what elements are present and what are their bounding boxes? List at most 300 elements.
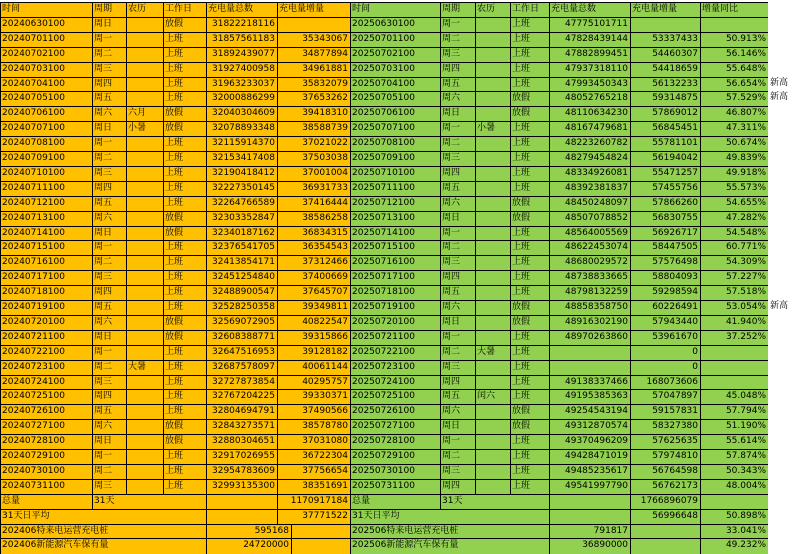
- left-table-cell[interactable]: [126, 151, 163, 167]
- right-table-cell[interactable]: 49312870574: [549, 419, 630, 435]
- side-note[interactable]: 新高: [769, 300, 800, 316]
- right-table-cell[interactable]: 周二: [440, 449, 475, 465]
- left-table-cell[interactable]: 37021022: [277, 136, 350, 152]
- left-table-cell[interactable]: 上班: [163, 449, 206, 465]
- left-table-cell[interactable]: 37416444: [277, 196, 350, 212]
- right-table-cell[interactable]: 48564005569: [549, 226, 630, 242]
- right-table-cell[interactable]: 48110634230: [549, 106, 630, 122]
- right-table-cell[interactable]: 56762173: [630, 479, 700, 495]
- left-table-cell[interactable]: 周日: [92, 330, 126, 346]
- left-table-cell[interactable]: 31892439077: [206, 47, 277, 63]
- right-table-cell[interactable]: 上班: [510, 270, 549, 286]
- right-table-cell[interactable]: 放假: [510, 211, 549, 227]
- left-table-cell[interactable]: 32115914370: [206, 136, 277, 152]
- right-table-cell[interactable]: 20250728100: [350, 434, 440, 450]
- right-table-cell[interactable]: 放假: [510, 91, 549, 107]
- right-table-cell[interactable]: 20250708100: [350, 136, 440, 152]
- right-table-cell[interactable]: 周五: [440, 181, 475, 197]
- right-table-cell[interactable]: 20250725100: [350, 389, 440, 405]
- left-table-cell[interactable]: 32264766589: [206, 196, 277, 212]
- right-table-cell[interactable]: [475, 419, 510, 435]
- right-table-cell[interactable]: 上班: [510, 449, 549, 465]
- left-table-cell[interactable]: 上班: [163, 196, 206, 212]
- left-table-cell[interactable]: 20240726100: [0, 404, 92, 420]
- right-avg-value[interactable]: 56996648: [630, 509, 700, 525]
- left-table-cell[interactable]: 32767204225: [206, 389, 277, 405]
- right-table-cell[interactable]: 56830755: [630, 211, 700, 227]
- right-table-cell[interactable]: 上班: [510, 17, 549, 33]
- left-header-cell[interactable]: 时间: [0, 2, 92, 18]
- right-piles-value[interactable]: 791817: [549, 524, 630, 540]
- right-table-cell[interactable]: 周四: [440, 62, 475, 78]
- right-table-cell[interactable]: 上班: [510, 375, 549, 391]
- right-table-cell[interactable]: 49541997790: [549, 479, 630, 495]
- left-table-cell[interactable]: 周二: [92, 255, 126, 271]
- left-table-cell[interactable]: 38578780: [277, 419, 350, 435]
- right-table-cell[interactable]: [475, 255, 510, 271]
- right-header-cell[interactable]: 时间: [350, 2, 440, 18]
- left-table-cell[interactable]: 上班: [163, 389, 206, 405]
- right-table-cell[interactable]: 20250718100: [350, 285, 440, 301]
- left-table-cell[interactable]: [126, 345, 163, 361]
- right-table-cell[interactable]: [475, 151, 510, 167]
- left-table-cell[interactable]: 32040304609: [206, 106, 277, 122]
- right-table-cell[interactable]: [475, 330, 510, 346]
- left-table-cell[interactable]: 上班: [163, 166, 206, 182]
- right-table-cell[interactable]: [700, 360, 768, 376]
- left-table-cell[interactable]: 周日: [92, 226, 126, 242]
- left-table-cell[interactable]: 上班: [163, 404, 206, 420]
- right-table-cell[interactable]: 20250722100: [350, 345, 440, 361]
- side-note[interactable]: 新高: [769, 91, 800, 107]
- right-header-cell[interactable]: 充电量总数: [549, 2, 630, 18]
- left-table-cell[interactable]: 20240709100: [0, 151, 92, 167]
- left-table-cell[interactable]: 上班: [163, 479, 206, 495]
- left-table-cell[interactable]: 周一: [92, 449, 126, 465]
- left-table-cell[interactable]: 20240712100: [0, 196, 92, 212]
- left-table-cell[interactable]: 周四: [92, 285, 126, 301]
- left-table-cell[interactable]: [126, 240, 163, 256]
- left-table-cell[interactable]: 放假: [163, 121, 206, 137]
- left-table-cell[interactable]: 32451254840: [206, 270, 277, 286]
- left-piles-value[interactable]: 595168: [206, 524, 291, 540]
- left-table-cell[interactable]: [126, 464, 163, 480]
- left-table-cell[interactable]: [126, 196, 163, 212]
- right-table-cell[interactable]: 59314875: [630, 91, 700, 107]
- right-table-cell[interactable]: 周一: [440, 121, 475, 137]
- right-table-cell[interactable]: [475, 32, 510, 48]
- right-table-cell[interactable]: 20250706100: [350, 106, 440, 122]
- left-vehicles-empty[interactable]: [291, 538, 350, 554]
- left-table-cell[interactable]: 20240707100: [0, 121, 92, 137]
- left-table-cell[interactable]: [277, 17, 350, 33]
- right-table-cell[interactable]: 56926717: [630, 226, 700, 242]
- left-table-cell[interactable]: 35343067: [277, 32, 350, 48]
- right-table-cell[interactable]: 59157831: [630, 404, 700, 420]
- left-table-cell[interactable]: 31822218116: [206, 17, 277, 33]
- left-table-cell[interactable]: 32303352847: [206, 211, 277, 227]
- left-table-cell[interactable]: 放假: [163, 330, 206, 346]
- left-table-cell[interactable]: 放假: [163, 419, 206, 435]
- right-table-cell[interactable]: 20250719100: [350, 300, 440, 316]
- left-table-cell[interactable]: 32528250358: [206, 300, 277, 316]
- right-table-cell[interactable]: 50.674%: [700, 136, 768, 152]
- left-table-cell[interactable]: 周六: [92, 211, 126, 227]
- left-table-cell[interactable]: 36834315: [277, 226, 350, 242]
- right-table-cell[interactable]: 20250710100: [350, 166, 440, 182]
- left-table-cell[interactable]: 周五: [92, 91, 126, 107]
- left-table-cell[interactable]: 周一: [92, 136, 126, 152]
- right-table-cell[interactable]: 60226491: [630, 300, 700, 316]
- right-table-cell[interactable]: 上班: [510, 151, 549, 167]
- left-table-cell[interactable]: 32488900547: [206, 285, 277, 301]
- right-table-cell[interactable]: 57.794%: [700, 404, 768, 420]
- left-table-cell[interactable]: 20240710100: [0, 166, 92, 182]
- left-table-cell[interactable]: 37001004: [277, 166, 350, 182]
- left-table-cell[interactable]: 35832079: [277, 77, 350, 93]
- left-table-cell[interactable]: 32413854171: [206, 255, 277, 271]
- left-table-cell[interactable]: 周二: [92, 464, 126, 480]
- right-table-cell[interactable]: 20250705100: [350, 91, 440, 107]
- left-table-cell[interactable]: 37490566: [277, 404, 350, 420]
- right-table-cell[interactable]: [475, 479, 510, 495]
- left-table-cell[interactable]: 32954783609: [206, 464, 277, 480]
- left-table-cell[interactable]: [126, 270, 163, 286]
- right-table-cell[interactable]: [549, 360, 630, 376]
- left-table-cell[interactable]: 20240708100: [0, 136, 92, 152]
- right-table-cell[interactable]: 47937318110: [549, 62, 630, 78]
- right-table-cell[interactable]: 53961670: [630, 330, 700, 346]
- right-table-cell[interactable]: 48680029572: [549, 255, 630, 271]
- left-table-cell[interactable]: 放假: [163, 315, 206, 331]
- right-table-cell[interactable]: 47828439144: [549, 32, 630, 48]
- left-header-cell[interactable]: 充电量增量: [277, 2, 350, 18]
- right-table-cell[interactable]: [475, 404, 510, 420]
- right-table-cell[interactable]: 20250729100: [350, 449, 440, 465]
- right-table-cell[interactable]: 48223260782: [549, 136, 630, 152]
- left-table-cell[interactable]: [126, 285, 163, 301]
- right-table-cell[interactable]: 20250721100: [350, 330, 440, 346]
- right-table-cell[interactable]: 45.048%: [700, 389, 768, 405]
- right-table-cell[interactable]: 48450248097: [549, 196, 630, 212]
- left-total-label[interactable]: 总量: [0, 494, 92, 510]
- left-table-cell[interactable]: 周五: [92, 300, 126, 316]
- left-table-cell[interactable]: 20240729100: [0, 449, 92, 465]
- left-table-cell[interactable]: 周五: [92, 196, 126, 212]
- right-table-cell[interactable]: 上班: [510, 345, 549, 361]
- right-table-cell[interactable]: 20250714100: [350, 226, 440, 242]
- left-table-cell[interactable]: 20240714100: [0, 226, 92, 242]
- left-table-cell[interactable]: 32647516953: [206, 345, 277, 361]
- left-table-cell[interactable]: 20240721100: [0, 330, 92, 346]
- right-header-cell[interactable]: 周期: [440, 2, 475, 18]
- right-header-cell[interactable]: 增量同比: [700, 2, 768, 18]
- right-table-cell[interactable]: [475, 270, 510, 286]
- right-table-cell[interactable]: 48622453074: [549, 240, 630, 256]
- left-table-cell[interactable]: 上班: [163, 181, 206, 197]
- left-table-cell[interactable]: 39315866: [277, 330, 350, 346]
- left-avg-label[interactable]: 31天日平均: [0, 509, 206, 525]
- left-total-value[interactable]: 1170917184: [277, 494, 350, 510]
- right-table-cell[interactable]: [475, 464, 510, 480]
- right-table-cell[interactable]: 周二: [440, 240, 475, 256]
- right-vehicles-empty[interactable]: [630, 538, 700, 554]
- right-table-cell[interactable]: 57.874%: [700, 449, 768, 465]
- left-table-cell[interactable]: 20240720100: [0, 315, 92, 331]
- right-table-cell[interactable]: 20250727100: [350, 419, 440, 435]
- right-table-cell[interactable]: 周二: [440, 345, 475, 361]
- right-table-cell[interactable]: 56.146%: [700, 47, 768, 63]
- right-table-cell[interactable]: 49370496209: [549, 434, 630, 450]
- right-table-cell[interactable]: 49195385363: [549, 389, 630, 405]
- left-table-cell[interactable]: [126, 47, 163, 63]
- right-table-cell[interactable]: 周日: [440, 106, 475, 122]
- right-table-cell[interactable]: 上班: [510, 434, 549, 450]
- right-table-cell[interactable]: 54418659: [630, 62, 700, 78]
- right-table-cell[interactable]: 放假: [510, 106, 549, 122]
- right-piles-label[interactable]: 202506特来电运营充电桩: [350, 524, 549, 540]
- right-table-cell[interactable]: 54460307: [630, 47, 700, 63]
- right-table-cell[interactable]: [700, 345, 768, 361]
- right-table-cell[interactable]: [475, 315, 510, 331]
- left-table-cell[interactable]: 周四: [92, 77, 126, 93]
- left-table-cell[interactable]: 31963233037: [206, 77, 277, 93]
- left-table-cell[interactable]: 上班: [163, 464, 206, 480]
- right-table-cell[interactable]: 49138337466: [549, 375, 630, 391]
- right-table-cell[interactable]: 上班: [510, 255, 549, 271]
- right-table-cell[interactable]: 47.282%: [700, 211, 768, 227]
- left-table-cell[interactable]: 32804694791: [206, 404, 277, 420]
- right-table-cell[interactable]: 上班: [510, 360, 549, 376]
- left-table-cell[interactable]: [126, 211, 163, 227]
- right-table-cell[interactable]: 上班: [510, 389, 549, 405]
- right-table-cell[interactable]: [475, 211, 510, 227]
- left-table-cell[interactable]: 周日: [92, 17, 126, 33]
- left-table-cell[interactable]: 32608388771: [206, 330, 277, 346]
- right-table-cell[interactable]: 0: [630, 345, 700, 361]
- left-table-cell[interactable]: 周三: [92, 270, 126, 286]
- left-table-cell[interactable]: [126, 32, 163, 48]
- right-table-cell[interactable]: 56194042: [630, 151, 700, 167]
- left-table-cell[interactable]: 20240731100: [0, 479, 92, 495]
- left-table-cell[interactable]: 上班: [163, 62, 206, 78]
- right-vehicles-pct[interactable]: 49.232%: [700, 538, 768, 554]
- left-table-cell[interactable]: 上班: [163, 285, 206, 301]
- left-table-cell[interactable]: [126, 166, 163, 182]
- left-table-cell[interactable]: 周二: [92, 151, 126, 167]
- left-table-cell[interactable]: 周四: [92, 181, 126, 197]
- right-table-cell[interactable]: 53.054%: [700, 300, 768, 316]
- left-table-cell[interactable]: 31927400958: [206, 62, 277, 78]
- right-table-cell[interactable]: 57576498: [630, 255, 700, 271]
- right-table-cell[interactable]: 48392381837: [549, 181, 630, 197]
- left-table-cell[interactable]: 36722304: [277, 449, 350, 465]
- right-table-cell[interactable]: [475, 166, 510, 182]
- left-header-cell[interactable]: 周期: [92, 2, 126, 18]
- right-table-cell[interactable]: 上班: [510, 285, 549, 301]
- right-table-cell[interactable]: 上班: [510, 32, 549, 48]
- right-table-cell[interactable]: 56.654%: [700, 77, 768, 93]
- right-table-cell[interactable]: 周五: [440, 77, 475, 93]
- left-table-cell[interactable]: 34961881: [277, 62, 350, 78]
- right-table-cell[interactable]: 周六: [440, 300, 475, 316]
- right-table-cell[interactable]: 上班: [510, 226, 549, 242]
- right-table-cell[interactable]: 周三: [440, 255, 475, 271]
- left-table-cell[interactable]: 40822547: [277, 315, 350, 331]
- left-table-cell[interactable]: 放假: [163, 226, 206, 242]
- right-table-cell[interactable]: 20250715100: [350, 240, 440, 256]
- right-table-cell[interactable]: 20250730100: [350, 464, 440, 480]
- left-table-cell[interactable]: 34877894: [277, 47, 350, 63]
- right-table-cell[interactable]: 55781101: [630, 136, 700, 152]
- left-table-cell[interactable]: 上班: [163, 345, 206, 361]
- right-table-cell[interactable]: 上班: [510, 240, 549, 256]
- right-table-cell[interactable]: 57.518%: [700, 285, 768, 301]
- right-table-cell[interactable]: 周四: [440, 375, 475, 391]
- left-header-cell[interactable]: 农历: [126, 2, 163, 18]
- left-table-cell[interactable]: [126, 62, 163, 78]
- left-vehicles-label[interactable]: 202406新能源汽车保有量: [0, 538, 206, 554]
- right-table-cell[interactable]: 48334926081: [549, 166, 630, 182]
- right-table-cell[interactable]: 48167479681: [549, 121, 630, 137]
- right-table-cell[interactable]: 周四: [440, 166, 475, 182]
- right-table-cell[interactable]: 55.614%: [700, 434, 768, 450]
- left-table-cell[interactable]: 周三: [92, 479, 126, 495]
- left-table-cell[interactable]: 38586258: [277, 211, 350, 227]
- right-table-cell[interactable]: 56764598: [630, 464, 700, 480]
- right-table-cell[interactable]: 48858358750: [549, 300, 630, 316]
- right-table-cell[interactable]: 58804093: [630, 270, 700, 286]
- right-table-cell[interactable]: 20250630100: [350, 17, 440, 33]
- right-table-cell[interactable]: 57.529%: [700, 91, 768, 107]
- left-table-cell[interactable]: 周五: [92, 404, 126, 420]
- right-table-cell[interactable]: 放假: [510, 315, 549, 331]
- right-table-cell[interactable]: 57455756: [630, 181, 700, 197]
- left-table-cell[interactable]: 放假: [163, 211, 206, 227]
- left-table-cell[interactable]: 20240717100: [0, 270, 92, 286]
- left-table-cell[interactable]: 20240727100: [0, 419, 92, 435]
- right-table-cell[interactable]: 57974810: [630, 449, 700, 465]
- right-table-cell[interactable]: 20250703100: [350, 62, 440, 78]
- left-table-cell[interactable]: 37312466: [277, 255, 350, 271]
- left-table-cell[interactable]: 周一: [92, 345, 126, 361]
- left-table-cell[interactable]: 40295757: [277, 375, 350, 391]
- right-table-cell[interactable]: 0: [630, 360, 700, 376]
- right-table-cell[interactable]: 47993450343: [549, 77, 630, 93]
- left-table-cell[interactable]: 32880304651: [206, 434, 277, 450]
- right-table-cell[interactable]: [549, 345, 630, 361]
- right-table-cell[interactable]: 周五: [440, 389, 475, 405]
- right-table-cell[interactable]: 57625635: [630, 434, 700, 450]
- left-table-cell[interactable]: 38351691: [277, 479, 350, 495]
- left-table-cell[interactable]: 20240705100: [0, 91, 92, 107]
- left-table-cell[interactable]: [126, 330, 163, 346]
- right-table-cell[interactable]: 20250723100: [350, 360, 440, 376]
- right-avg-label[interactable]: 31天日平均: [350, 509, 549, 525]
- left-table-cell[interactable]: 周二: [92, 360, 126, 376]
- left-table-cell[interactable]: [126, 181, 163, 197]
- right-table-cell[interactable]: 周三: [440, 47, 475, 63]
- left-table-cell[interactable]: 周六: [92, 419, 126, 435]
- right-table-cell[interactable]: 周二: [440, 32, 475, 48]
- right-table-cell[interactable]: 37.252%: [700, 330, 768, 346]
- right-table-cell[interactable]: 48507078852: [549, 211, 630, 227]
- right-table-cell[interactable]: 20250717100: [350, 270, 440, 286]
- right-table-cell[interactable]: 周日: [440, 211, 475, 227]
- right-table-cell[interactable]: [700, 17, 768, 33]
- left-header-cell[interactable]: 充电量总数: [206, 2, 277, 18]
- left-table-cell[interactable]: [126, 17, 163, 33]
- right-table-cell[interactable]: 上班: [510, 62, 549, 78]
- right-table-cell[interactable]: 周一: [440, 434, 475, 450]
- right-table-cell[interactable]: 周六: [440, 91, 475, 107]
- left-table-cell[interactable]: 37653262: [277, 91, 350, 107]
- right-table-cell[interactable]: 20250716100: [350, 255, 440, 271]
- left-table-cell[interactable]: 周三: [92, 166, 126, 182]
- left-table-cell[interactable]: 20240702100: [0, 47, 92, 63]
- right-header-cell[interactable]: 农历: [475, 2, 510, 18]
- left-table-cell[interactable]: 周三: [92, 375, 126, 391]
- right-table-cell[interactable]: 放假: [510, 196, 549, 212]
- left-table-cell[interactable]: 20240718100: [0, 285, 92, 301]
- left-table-cell[interactable]: 周日: [92, 434, 126, 450]
- left-table-cell[interactable]: 32993135300: [206, 479, 277, 495]
- right-table-cell[interactable]: 上班: [510, 47, 549, 63]
- right-table-cell[interactable]: [475, 240, 510, 256]
- right-table-cell[interactable]: 20250709100: [350, 151, 440, 167]
- right-table-cell[interactable]: 49.839%: [700, 151, 768, 167]
- right-table-cell[interactable]: 20250701100: [350, 32, 440, 48]
- right-table-cell[interactable]: 50.343%: [700, 464, 768, 480]
- right-table-cell[interactable]: [475, 91, 510, 107]
- left-vehicles-value[interactable]: 24720000: [206, 538, 291, 554]
- right-table-cell[interactable]: 56845451: [630, 121, 700, 137]
- left-table-cell[interactable]: 39418310: [277, 106, 350, 122]
- left-table-cell[interactable]: 37756654: [277, 464, 350, 480]
- left-table-cell[interactable]: 20240722100: [0, 345, 92, 361]
- right-table-cell[interactable]: 48052765218: [549, 91, 630, 107]
- right-table-cell[interactable]: 周二: [440, 136, 475, 152]
- right-total-label[interactable]: 总量: [350, 494, 440, 510]
- left-table-cell[interactable]: [126, 315, 163, 331]
- left-table-cell[interactable]: 32000886299: [206, 91, 277, 107]
- left-table-cell[interactable]: [126, 91, 163, 107]
- right-table-cell[interactable]: 48798132259: [549, 285, 630, 301]
- right-table-cell[interactable]: [630, 17, 700, 33]
- left-table-cell[interactable]: 20240706100: [0, 106, 92, 122]
- right-table-cell[interactable]: 48738833665: [549, 270, 630, 286]
- right-table-cell[interactable]: 48279454824: [549, 151, 630, 167]
- left-table-cell[interactable]: 40061144: [277, 360, 350, 376]
- left-table-cell[interactable]: 大暑: [126, 360, 163, 376]
- left-table-cell[interactable]: 周日: [92, 121, 126, 137]
- left-table-cell[interactable]: 32153417408: [206, 151, 277, 167]
- left-table-cell[interactable]: [126, 404, 163, 420]
- right-table-cell[interactable]: 48916302190: [549, 315, 630, 331]
- left-table-cell[interactable]: [126, 255, 163, 271]
- left-table-cell[interactable]: 32843273571: [206, 419, 277, 435]
- right-table-cell[interactable]: 57866260: [630, 196, 700, 212]
- right-table-cell[interactable]: 周一: [440, 330, 475, 346]
- right-table-cell[interactable]: 上班: [510, 464, 549, 480]
- left-table-cell[interactable]: 上班: [163, 240, 206, 256]
- left-table-cell[interactable]: 上班: [163, 360, 206, 376]
- left-table-cell[interactable]: [126, 389, 163, 405]
- right-table-cell[interactable]: 48.004%: [700, 479, 768, 495]
- right-table-cell[interactable]: 54.548%: [700, 226, 768, 242]
- left-table-cell[interactable]: 37645707: [277, 285, 350, 301]
- right-table-cell[interactable]: 周一: [440, 17, 475, 33]
